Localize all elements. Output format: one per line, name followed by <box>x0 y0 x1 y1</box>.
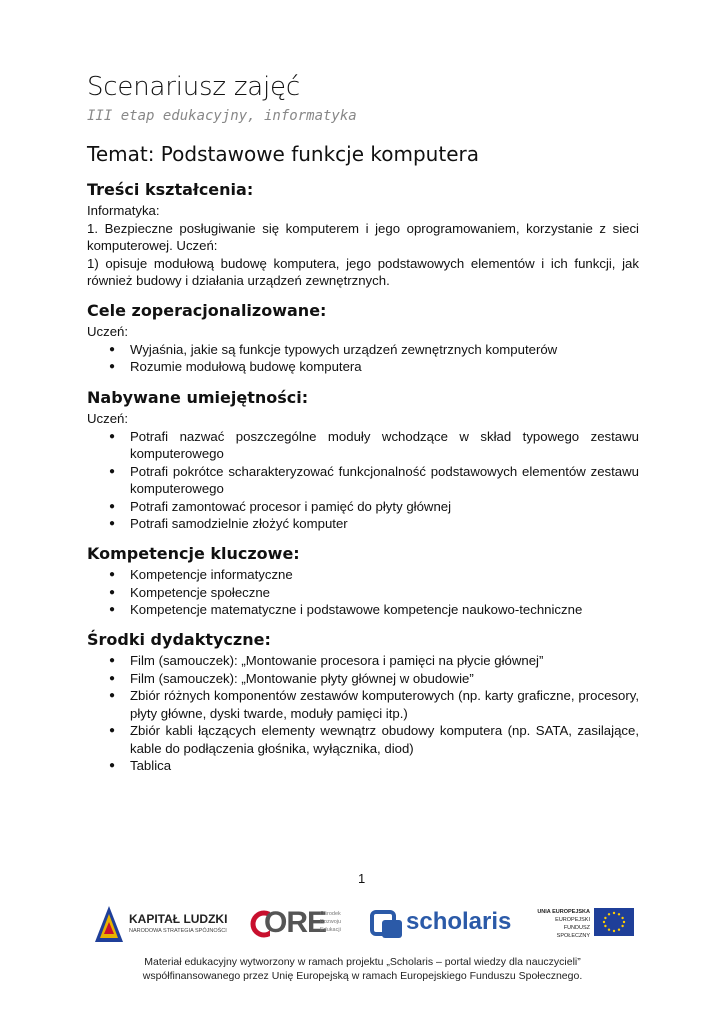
bullet-list <box>87 341 639 376</box>
page-title: Scenariusz zajęć <box>87 72 300 102</box>
section-srodki <box>87 630 639 775</box>
bullet-icon: ● <box>109 760 116 771</box>
bullet-icon: ● <box>109 690 116 701</box>
kapital-ludzki-emblem-icon <box>93 904 125 944</box>
section-kompetencje <box>87 544 639 619</box>
list-item: ● Film (samouczek): „Montowanie płyty głównej w obudowie” <box>109 670 474 686</box>
bullet-icon: ● <box>109 725 116 736</box>
section-heading: Środki dydaktyczne: <box>87 630 271 649</box>
bullet-icon: ● <box>109 672 116 684</box>
list-item: ● Tablica <box>109 758 172 773</box>
list-item: ● Wyjaśnia, jakie są funkcje typowych urządzeń zewnętrznych komputerów <box>109 341 558 357</box>
bullet-list <box>87 566 639 619</box>
list-item: ● Kompetencje matematyczne i podstawowe kompetencje naukowo-techniczne <box>109 602 583 617</box>
scholaris-logo <box>370 906 512 942</box>
ore-logo <box>250 904 350 944</box>
bullet-icon: ● <box>109 343 116 355</box>
bullet-icon: ● <box>109 430 116 442</box>
kapital-ludzki-subtitle: NARODOWA STRATEGIA SPÓJNOŚCI <box>129 928 227 934</box>
bullet-list <box>87 652 639 775</box>
list-item: ● Potrafi nazwać poszczególne moduły wchodzące w skład typowego zestawu komputerowego <box>109 428 639 461</box>
bullet-icon: ● <box>109 655 116 666</box>
section-umiejetnosci <box>87 388 639 533</box>
list-item: ● Potrafi zamontować procesor i pamięć do płyty głównej <box>109 498 452 514</box>
bullet-icon: ● <box>109 586 116 598</box>
section-heading: Nabywane umiejętności: <box>87 388 309 407</box>
ore-subtitle: Ośrodek Rozwoju Edukacji <box>320 911 342 933</box>
bullet-icon: ● <box>109 604 116 615</box>
eu-flag-icon <box>594 908 634 936</box>
list-item: ● Zbiór różnych komponentów zestawów komputerowych (np. karty graficzne, procesory, płyty główne, dyski twarde, moduły pamięci itp.) <box>109 688 639 721</box>
list-item: ● Kompetencje społeczne <box>109 584 271 600</box>
section-cele <box>87 301 639 376</box>
list-item: ● Kompetencje informatyczne <box>109 567 293 582</box>
paragraph: 1. Bezpieczne posługiwanie się komputerem i jego oprogramowaniem, korzystanie z sieci komputerowej. Uczeń: <box>87 220 639 253</box>
list-item: ● Zbiór kabli łączących elementy wewnątrz obudowy komputera (np. SATA, zasilające, kable do podłączenia głośnika, wyłącznika, diod) <box>109 723 639 756</box>
section-heading: Cele zoperacjonalizowane: <box>87 301 327 320</box>
kapital-ludzki-title: KAPITAŁ LUDZKI <box>129 912 228 926</box>
footer-text <box>0 955 725 983</box>
bullet-icon: ● <box>109 361 116 372</box>
list-item: ● Potrafi pokrótce scharakteryzować funkcjonalność podstawowych elementów zestawu komputerowego <box>109 463 639 496</box>
eu-logo <box>530 906 634 940</box>
footer-line-2: współfinansowanego przez Unię Europejską w ramach Europejskiego Funduszu Społecznego. <box>142 970 583 982</box>
bullet-icon: ● <box>109 465 116 477</box>
footer-line-1: Materiał edukacyjny wytworzony w ramach projektu „Scholaris – portal wiedzy dla nauczycieli” <box>144 956 581 968</box>
eu-label: UNIA EUROPEJSKA EUROPEJSKI FUNDUSZ SPOŁECZNY <box>537 909 590 939</box>
list-item: ● Rozumie modułową budowę komputera <box>109 359 362 374</box>
bullet-icon: ● <box>109 500 116 512</box>
page-subtitle: III etap edukacyjny, informatyka <box>87 108 357 124</box>
section-heading: Kompetencje kluczowe: <box>87 544 300 563</box>
paragraph: 1) opisuje modułową budowę komputera, jego podstawowych elementów i ich funkcji, jak również budowy i działania urządzeń zewnętrznych. <box>87 255 639 288</box>
section-tresci <box>87 180 639 290</box>
page-number: 1 <box>358 871 366 886</box>
lesson-topic: Temat: Podstawowe funkcje komputera <box>87 142 479 166</box>
paragraph: Informatyka: <box>87 203 160 218</box>
scholaris-text: scholaris <box>406 908 512 935</box>
section-heading: Treści kształcenia: <box>87 180 254 199</box>
scholaris-emblem-icon <box>370 908 406 940</box>
list-item: ● Potrafi samodzielnie złożyć komputer <box>109 516 348 531</box>
paragraph: Uczeń: <box>87 411 129 426</box>
paragraph: Uczeń: <box>87 324 129 339</box>
bullet-icon: ● <box>109 518 116 529</box>
bullet-icon: ● <box>109 569 116 580</box>
list-item: ● Film (samouczek): „Montowanie procesora i pamięci na płycie głównej” <box>109 653 544 668</box>
ore-text: ORE <box>264 906 327 939</box>
kapital-ludzki-logo <box>93 904 228 944</box>
bullet-list <box>87 428 639 533</box>
